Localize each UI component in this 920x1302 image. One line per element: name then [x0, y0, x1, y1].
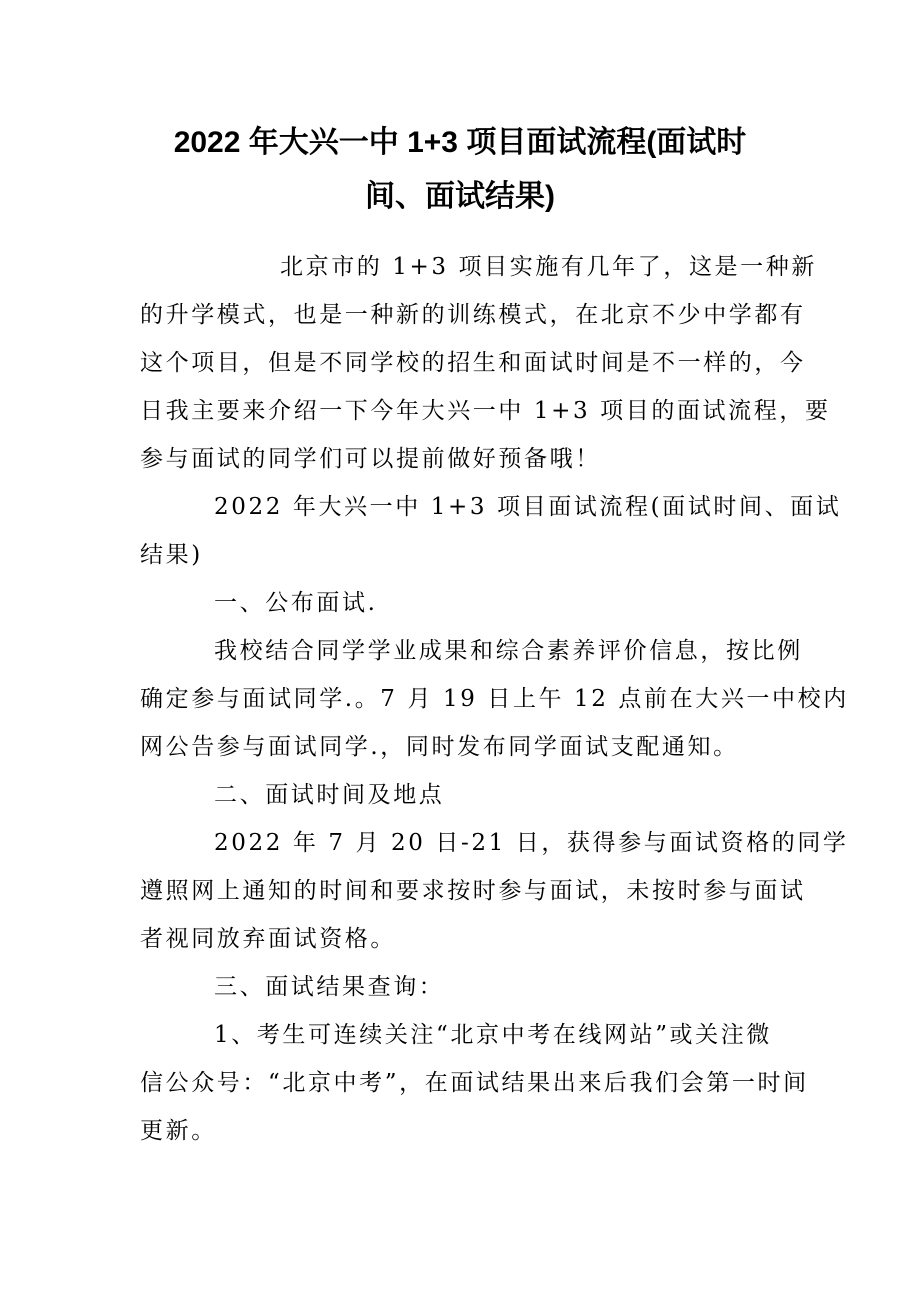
intro-paragraph-line: 的升学模式，也是一种新的训练模式，在北京不少中学都有	[140, 302, 806, 328]
document-title-line-2: 间、面试结果)	[365, 180, 555, 213]
section-2-body-line: 者视同放弃面试资格。	[140, 926, 396, 952]
section-3-item-line: 信公众号：“北京中考”，在面试结果出来后我们会第一时间	[140, 1070, 809, 1096]
section-3-heading: 三、面试结果查询：	[214, 974, 445, 1000]
section-3-item-line: 1、考生可连续关注“北京中考在线网站”或关注微	[214, 1022, 772, 1048]
section-2-body-line: 2022 年 7 月 20 日-21 日，获得参与面试资格的同学	[214, 830, 849, 856]
subtitle-paragraph-line: 结果)	[140, 542, 203, 568]
section-1-body-line: 确定参与面试同学.。7 月 19 日上午 12 点前在大兴一中校内	[140, 686, 849, 712]
section-1-body-line: 我校结合同学学业成果和综合素养评价信息，按比例	[214, 638, 803, 664]
intro-paragraph-line: 北京市的 1+3 项目实施有几年了，这是一种新	[280, 254, 817, 280]
intro-paragraph-line: 日我主要来介绍一下今年大兴一中 1+3 项目的面试流程，要	[140, 398, 831, 424]
section-1-body-line: 网公告参与面试同学.，同时发布同学面试支配通知。	[140, 734, 739, 760]
section-3-item-line: 更新。	[140, 1118, 217, 1144]
subtitle-paragraph-line: 2022 年大兴一中 1+3 项目面试流程(面试时间、面试	[214, 494, 842, 520]
section-2-body-line: 遵照网上通知的时间和要求按时参与面试，未按时参与面试	[140, 878, 806, 904]
intro-paragraph-line: 这个项目，但是不同学校的招生和面试时间是不一样的，今	[140, 350, 806, 376]
section-1-heading: 一、公布面试.	[214, 590, 378, 616]
document-title-line-1: 2022 年大兴一中 1+3 项目面试流程(面试时	[173, 126, 747, 159]
intro-paragraph-line: 参与面试的同学们可以提前做好预备哦！	[140, 446, 601, 472]
section-2-heading: 二、面试时间及地点	[214, 782, 445, 808]
